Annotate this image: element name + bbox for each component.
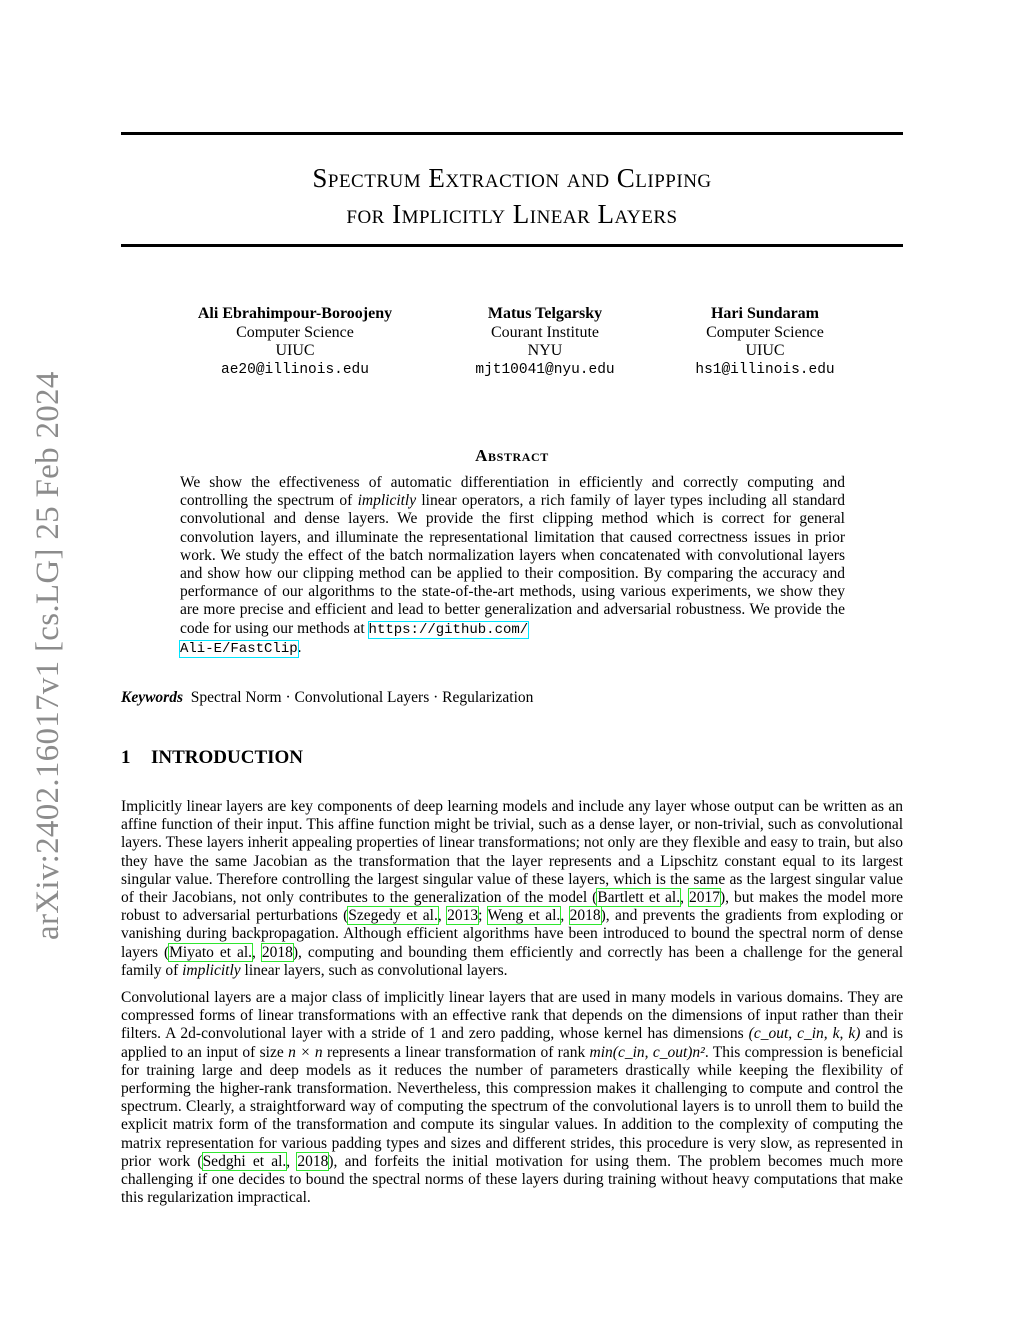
abstract-text: linear operators, a rich family of layer types including all standard convolutional and dense layers. We provide the first clipping method which is correct for general convolution layers, and illuminate the representational limitation that caused correctness issues in prior work. We study the effect of the batch normalization layers when concatenated with convolutional layers and show how our clipping method can be applied to their composition. By comparing the accuracy and performance of our algorithms to the state-of-the-art methods, using various experiments, we show they are more precise and efficient and lead to better generalization and adversarial robustness. We provide the code for using our methods at [180,492,845,637]
paragraph-text: ), but makes the model more robust to adversarial perturbations ( [121,889,904,925]
paragraph-text: ; [478,907,488,925]
citation-link[interactable]: Weng et al. [487,907,561,925]
title-rule-top [121,132,903,135]
paragraph-text: and is applied to an input of size [121,1025,904,1061]
author-inst: UIUC [745,342,785,359]
abstract-emphasis: implicitly [357,492,417,510]
citation-year-link[interactable]: 2013 [447,907,479,925]
keywords-line [121,689,533,707]
author-name: Matus Telgarsky [487,305,603,322]
paragraph-text: . This compression is beneficial for training large and deep models as it reduces the number of parameters drastically while keeping the flexibility of performing the higher-rank transformation. Nevertheless, this compression makes it challenging to compute and control the spectrum. Clearly, a straightforward way of computing the spectrum of the convolutional layers is to unroll them to build the explicit matrix form of the transformation and compute its singular values. In addition to the complexity of computing the matrix representation for various padding types and sizes and different strides, this procedure is very slow, as represented in prior work ( [121,1043,904,1170]
paragraph-text: ), computing and bounding them efficiently and correctly has been a challenge for the general family of [121,943,904,979]
author-block [0,305,1024,385]
abstract-heading: Abstract [475,446,549,465]
section-heading [121,747,303,769]
title-rule-bottom [121,244,903,247]
math-stride: 1 [428,1025,437,1043]
paragraph-text: linear layers, such as convolutional layers. [240,961,508,979]
author-3 [670,305,860,379]
citation-year-link[interactable]: 2017 [689,889,720,907]
citation-year-link[interactable]: 2018 [569,907,601,925]
author-email[interactable]: ae20@illinois.edu [221,361,369,378]
keywords-text: Spectral Norm · Convolutional Layers · Regularization [190,689,534,706]
abstract-text: We show the effectiveness of automatic differentiation in efficiently and correctly computing and controlling the spectrum of [180,474,845,510]
arxiv-stamp: arXiv:2402.16017v1 [cs.LG] 25 Feb 2024 [30,371,66,940]
title-line-2: for Implicitly Linear Layers [346,199,678,229]
citation-year-link[interactable]: 2018 [297,1152,329,1170]
math-rank: min(c_in, c_out)n² [589,1043,705,1061]
section-number: 1 [121,747,131,768]
paragraph-text: and zero padding, whose kernel has dimensions [436,1025,749,1043]
abstract-body [180,474,845,658]
author-2 [445,305,645,379]
author-name: Hari Sundaram [710,305,819,322]
citation-link[interactable]: Miyato et al. [169,943,253,961]
author-name: Ali Ebrahimpour-Boroojeny [197,305,393,322]
title-line-1: Spectrum Extraction and Clipping [312,163,712,193]
math-kernel-dims: (c_out, c_in, k, k) [748,1025,861,1043]
math-input-size: n × n [288,1043,323,1061]
author-dept: Courant Institute [491,323,599,341]
citation-link[interactable]: Sedghi et al. [202,1152,287,1170]
paragraph-text: Convolutional layers are a major class of implicitly linear layers that are used in many models in various domains. They are compressed forms of linear transformations with an effective rank that depends on the dimensions of input rather than their filters. A 2d-convolutional layer with a stride of [121,989,903,1043]
author-email[interactable]: hs1@illinois.edu [695,361,835,378]
code-link-part-1: https://github.com/ [368,621,529,638]
paragraph-text: represents a linear transformation of rank [322,1043,590,1061]
section-title: INTRODUCTION [151,747,304,768]
paragraph-emphasis: implicitly [182,961,241,979]
intro-paragraph-2: Convolutional layers are a major class of implicitly linear layers that are used in many models in various domains. They are compressed forms of linear transformations with an effective rank that depends on the dimensions of input rather than their filters. A 2d-convolutional layer with a stride of 1 and zero padding, whose kernel has dimensions (c_out, c_in, k, k) and is applied to an input of size n × n represents a linear transformation of rank min(c_in, c_out)n². This compression is beneficial for training large and deep models as it reduces the number of parameters drastically while keeping the flexibility of performing the higher-rank transformation. Nevertheless, this compression makes it challenging to compute and control the spectrum. Clearly, a straightforward way of computing the spectrum of the convolutional layers is to unroll them to build the explicit matrix form of the transformation and compute its singular values. In addition to the complexity of computing the matrix representation for various padding types and sizes and different strides, this procedure is very slow, as represented in prior work (Sedghi et al., 2018), and forfeits the initial motivation for using them. The problem becomes much more challenging if one decides to bound the spectral norms of these layers during training without heavy computations that make this regularization impractical. [121,989,904,1207]
intro-paragraph-1: Implicitly linear layers are key components of deep learning models and include any layer whose output can be written as an affine function of their input. This affine function might be trivial, such as a dense layer, or non-trivial, such as convolutional layers. These layers inherit appealing properties of linear transformations; not only are they flexible and easy to train, but also they have the same Jacobian as the transformation that the layer represents and a Lipschitz constant equal to its largest singular value. Therefore controlling the largest singular value of these layers, which is the same as the largest singular value of their Jacobians, not only contributes to the generalization of the model (Bartlett et al., 2017), but makes the model more robust to adversarial perturbations (Szegedy et al., 2013; Weng et al., 2018), and prevents the gradients from exploding or vanishing during backpropagation. Although efficient algorithms have been introduced to bound the spectral norm of dense layers (Miyato et al., 2018), computing and bounding them efficiently and correctly has been a challenge for the general family of implicitly linear layers, such as convolutional layers. [121,798,904,979]
paragraph-text: ), and prevents the gradients from exploding or vanishing during backpropagation. Although efficient algorithms have been introduced to bound the spectral norm of dense layers ( [121,907,903,961]
paragraph-text: Implicitly linear layers are key components of deep learning models and include any layer whose output can be written as an affine function of their input. This affine function might be trivial, such as a dense layer, or non-trivial, such as convolutional layers. These layers inherit appealing properties of linear transformations; not only are they flexible and easy to train, but also they have the same Jacobian as the transformation that the layer represents and a Lipschitz constant equal to its largest singular value. Therefore controlling the largest singular value of these layers, which is the same as the largest singular value of their Jacobians, not only contributes to the generalization of the model ( [121,798,903,907]
author-dept: Computer Science [236,323,354,341]
keywords-label: Keywords [121,689,183,706]
code-link-part-2: Ali-E/FastClip [180,640,298,657]
paper-title [121,160,903,232]
abstract-text: . [297,638,302,656]
paragraph-text: ), and forfeits the initial motivation for using them. The problem becomes much more challenging if one decides to bound the spectral norms of these layers during training without heavy computations that make this regularization impractical. [121,1152,903,1207]
author-inst: NYU [527,342,563,359]
author-inst: UIUC [275,342,315,359]
author-dept: Computer Science [706,323,824,341]
author-1 [170,305,420,379]
author-email[interactable]: mjt10041@nyu.edu [475,361,615,378]
citation-link[interactable]: Bartlett et al. [597,889,681,907]
citation-year-link[interactable]: 2018 [261,943,293,961]
citation-link[interactable]: Szegedy et al. [348,907,438,925]
